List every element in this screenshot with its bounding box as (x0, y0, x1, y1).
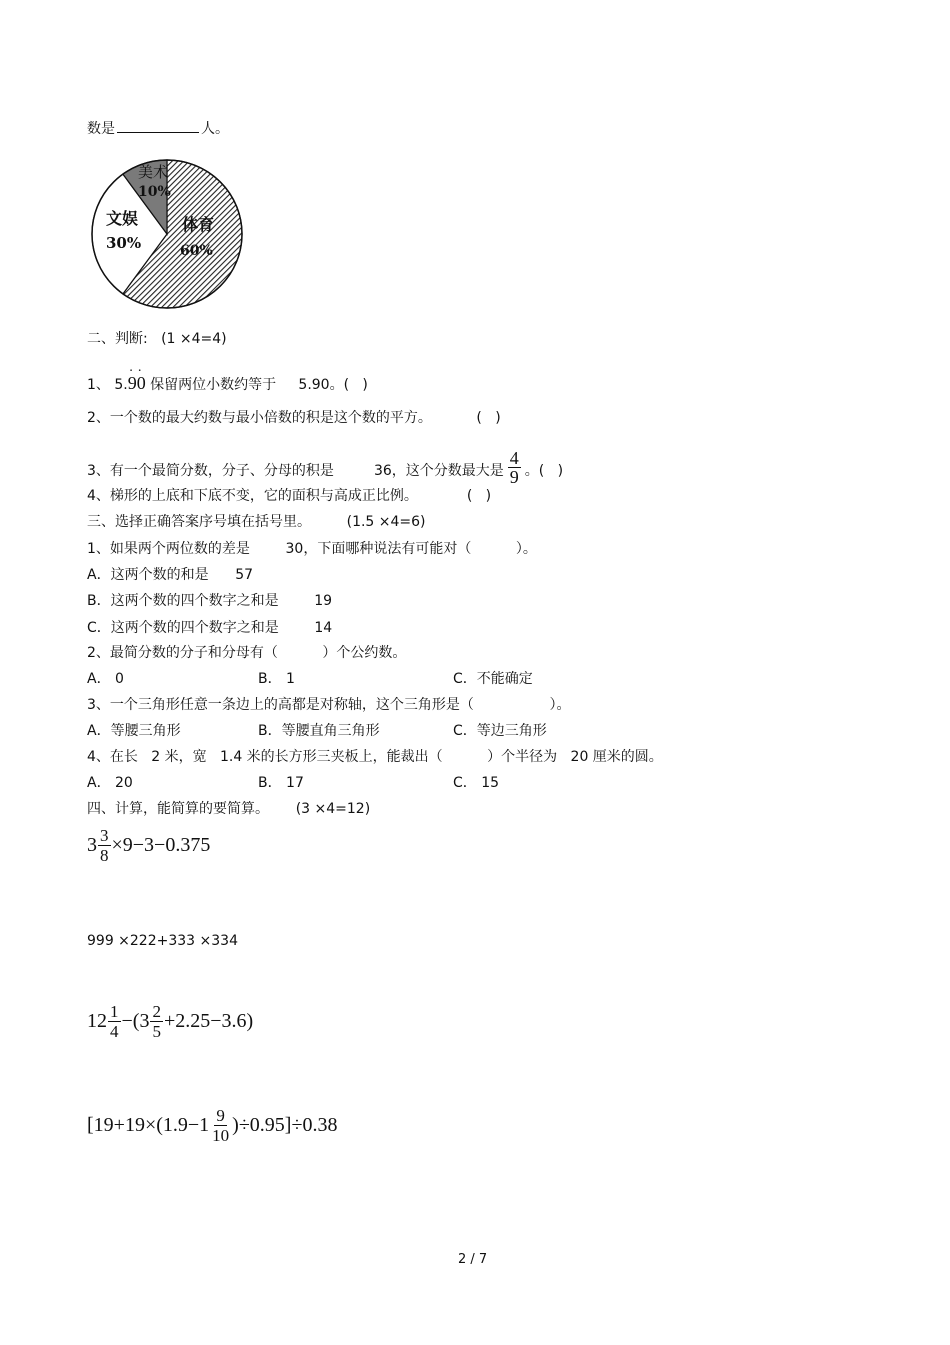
s3-q1: 1、如果两个两位数的差是 30，下面哪种说法有可能对（ ）。 (87, 541, 537, 557)
slice-pct-arts: 10% (138, 184, 171, 200)
section2-header: 二、判断: (1 ×4=4) (87, 331, 227, 347)
s2-q4: 4、梯形的上底和下底不变，它的面积与高成正比例。 ( ) (87, 488, 492, 504)
top-prefix: 数是 (87, 121, 115, 137)
fraction-numerator: 2 (152, 1002, 161, 1021)
expression-1 (87, 826, 210, 865)
s3-q2-option-c: C．不能确定 (453, 671, 533, 687)
expression-rest: +2.25−3.6) (163, 1010, 254, 1032)
s2-q1-prefix: 1、 5. (87, 377, 128, 393)
fraction-numerator: 1 (110, 1002, 119, 1021)
fraction-4-9 (508, 449, 521, 486)
fraction-denominator: 9 (509, 467, 519, 487)
slice-label-arts: 美术 (138, 163, 169, 181)
section3-header: 三、选择正确答案序号填在括号里。 (1.5 ×4=6) (87, 514, 426, 530)
s3-q4-option-b: B． 17 (258, 775, 304, 791)
slice-pct-entertainment: 30% (106, 234, 142, 252)
expression-rest: ×9−3−0.375 (111, 834, 211, 856)
fraction-denominator: 10 (212, 1126, 230, 1145)
fraction (210, 1106, 231, 1145)
expression-mid: −(3 (121, 1010, 150, 1032)
fraction (98, 826, 111, 865)
mixed-whole: 12 (87, 1010, 107, 1032)
slice-label-sports: 体育 (182, 215, 215, 234)
s3-q1-option-c: C．这两个数的四个数字之和是 14 (87, 620, 333, 636)
slice-pct-sports: 60% (180, 243, 213, 259)
s3-q3-option-a: A．等腰三角形 (87, 723, 181, 739)
s3-q4-option-a: A． 20 (87, 775, 133, 791)
pie-chart (86, 156, 248, 312)
expression-rest: )÷0.95]÷0.38 (232, 1114, 338, 1136)
s3-q1-option-a: A．这两个数的和是 57 (87, 567, 254, 583)
repeating-decimal: · · 90 (128, 374, 146, 392)
fraction-denominator: 8 (100, 846, 109, 865)
fraction-numerator: 3 (100, 826, 109, 845)
top-suffix: 人。 (201, 121, 229, 137)
expression-3 (87, 1002, 253, 1041)
s3-q2-option-a: A． 0 (87, 671, 124, 687)
s3-q3-option-b: B．等腰直角三角形 (258, 723, 380, 739)
fraction-denominator: 5 (152, 1022, 161, 1041)
fraction-denominator: 4 (110, 1022, 119, 1041)
expression-2: 999 ×222+333 ×334 (87, 933, 238, 949)
fraction (150, 1002, 163, 1041)
fraction-numerator: 4 (509, 448, 519, 468)
s3-q2-option-b: B． 1 (258, 671, 295, 687)
section4-header: 四、计算，能简算的要简算。 (3 ×4=12) (87, 801, 371, 817)
s3-q4-option-c: C． 15 (453, 775, 500, 791)
s2-q2: 2、一个数的最大约数与最小倍数的积是这个数的平方。 ( ) (87, 410, 501, 426)
mixed-whole: 3 (87, 834, 97, 856)
top-line (87, 120, 229, 138)
expression-pre: [19+19×(1.9−1 (87, 1114, 210, 1136)
fraction (108, 1002, 121, 1041)
s3-q3-option-c: C．等边三角形 (453, 723, 547, 739)
s3-q2: 2、最简分数的分子和分母有（ ）个公约数。 (87, 645, 407, 661)
page-number: 2 / 7 (458, 1252, 488, 1267)
s2-q3-prefix: 3、有一个最简分数，分子、分母的积是 36，这个分数最大是 (87, 463, 504, 479)
fraction-numerator: 9 (216, 1106, 225, 1125)
s3-q4: 4、在长 2 米，宽 1.4 米的长方形三夹板上，能裁出（ ）个半径为 20 厘米的圆。 (87, 749, 663, 765)
expression-4 (87, 1106, 337, 1145)
answer-blank[interactable] (117, 120, 199, 133)
s2-q3-suffix: 。( ) (524, 463, 564, 479)
s2-q3 (87, 430, 564, 487)
s3-q3: 3、一个三角形任意一条边上的高都是对称轴，这个三角形是（ ）。 (87, 697, 571, 713)
s2-q1 (87, 374, 368, 394)
s3-q1-option-b: B．这两个数的四个数字之和是 19 (87, 593, 333, 609)
slice-label-entertainment: 文娱 (106, 209, 139, 228)
s2-q1-suffix: 保留两位小数约等于 5.90。( ) (145, 377, 368, 393)
